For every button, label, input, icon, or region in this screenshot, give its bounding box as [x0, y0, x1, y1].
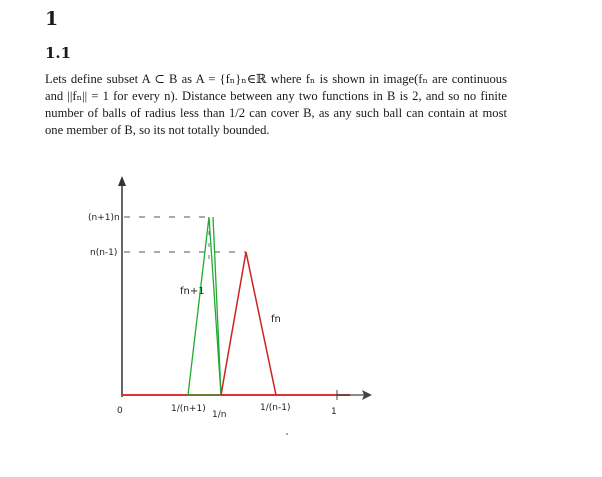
f-n-plus-1-label: fn+1: [180, 286, 205, 297]
x-tick-label-one-over-n-minus-1: 1/(n-1): [260, 403, 291, 413]
f-n-plus-1-curve: [188, 217, 221, 395]
y-tick-label-top: (n+1)n: [88, 213, 120, 223]
x-tick-label-zero: 0: [117, 406, 123, 416]
f-n-plus-1-right-edge: [213, 217, 221, 395]
f-n-label: fn: [271, 314, 281, 325]
x-tick-label-one-over-n: 1/n: [212, 410, 227, 420]
stray-dot: [286, 433, 288, 435]
section-number: 1: [45, 8, 59, 30]
x-tick-label-one-over-n-plus-1: 1/(n+1): [171, 404, 206, 414]
y-tick-label-middle: n(n-1): [90, 248, 118, 258]
subsection-number: 1.1: [45, 44, 72, 62]
f-n-curve: [221, 252, 276, 395]
y-axis-arrowhead: [118, 176, 126, 186]
x-tick-label-one: 1: [331, 407, 337, 417]
body-paragraph: Lets define subset A ⊂ B as A = {fₙ}ₙ∈ℝ where fₙ is shown in image(fₙ are continuous and ||fₙ|| = 1 for every n). Distance between any two functions in B is 2, and so no finite number of balls of radius less than 1/2 can cover B, as any such ball can contain at most one member of B, so its not totally bounded.: [45, 72, 507, 137]
